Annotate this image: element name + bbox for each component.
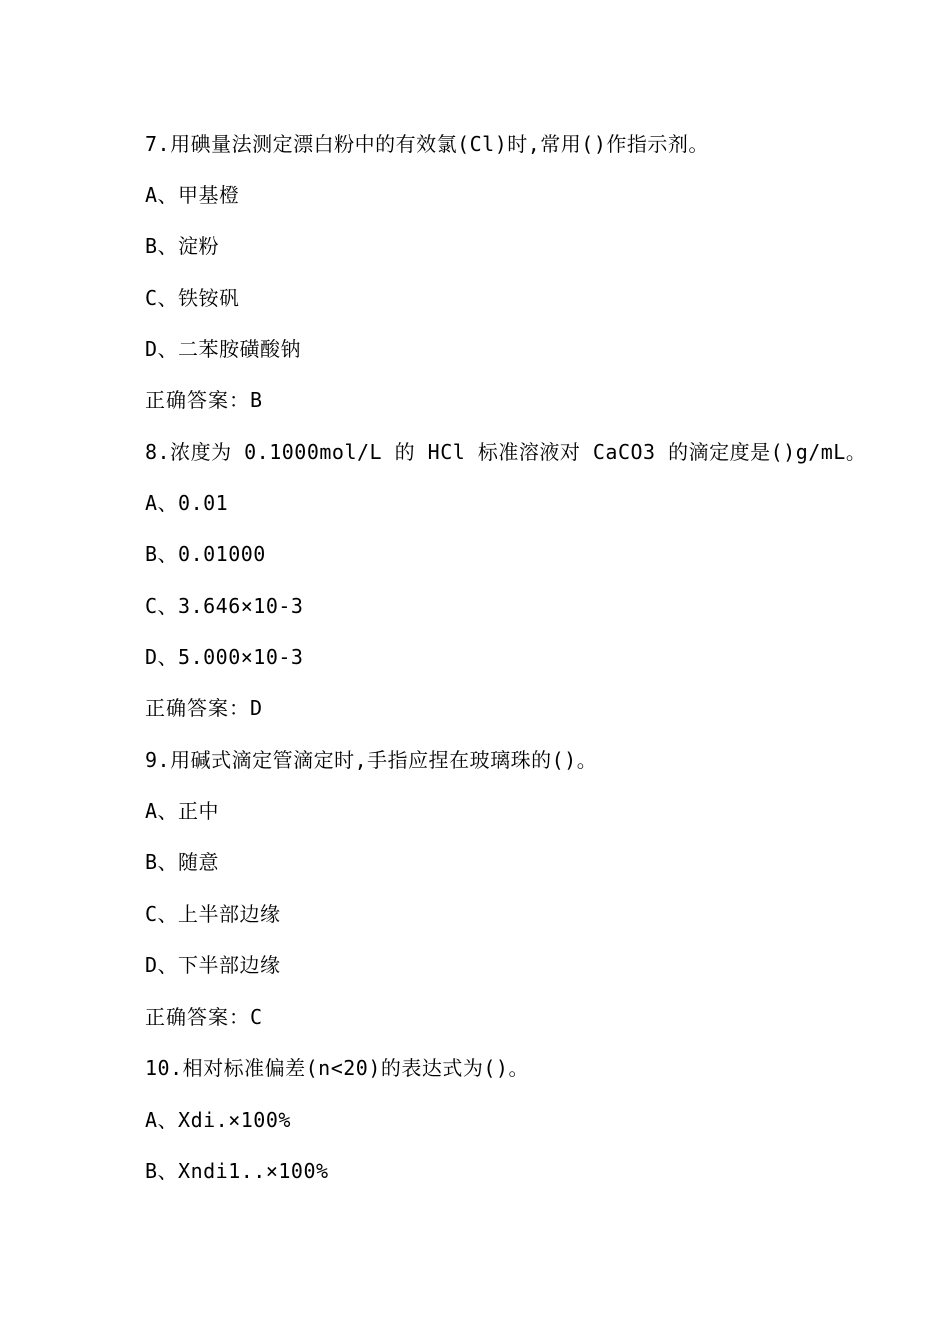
question-7-option-b: B、淀粉 bbox=[145, 234, 220, 258]
question-9-answer: 正确答案：C bbox=[145, 1005, 264, 1029]
question-9-option-d: D、下半部边缘 bbox=[145, 953, 281, 977]
question-7-option-a: A、甲基橙 bbox=[145, 183, 240, 207]
question-9-option-a: A、正中 bbox=[145, 799, 220, 823]
question-10-stem: 10.相对标准偏差(n<20)的表达式为()。 bbox=[145, 1056, 529, 1080]
question-8-option-b: B、0.01000 bbox=[145, 542, 266, 566]
question-7-option-c: C、铁铵矾 bbox=[145, 286, 240, 310]
question-7-stem: 7.用碘量法测定漂白粉中的有效氯(Cl)时,常用()作指示剂。 bbox=[145, 132, 709, 156]
question-9-option-b: B、随意 bbox=[145, 850, 220, 874]
question-10-option-a: A、Xdi.×100% bbox=[145, 1108, 291, 1132]
question-8-answer: 正确答案：D bbox=[145, 696, 264, 720]
question-10-option-b: B、Xndi1..×100% bbox=[145, 1159, 329, 1183]
question-8-option-d: D、5.000×10-3 bbox=[145, 645, 304, 669]
question-7-option-d: D、二苯胺磺酸钠 bbox=[145, 337, 302, 361]
question-8-option-a: A、0.01 bbox=[145, 491, 229, 515]
question-8-option-c: C、3.646×10-3 bbox=[145, 594, 304, 618]
question-9-stem: 9.用碱式滴定管滴定时,手指应捏在玻璃珠的()。 bbox=[145, 748, 598, 772]
question-7-answer: 正确答案：B bbox=[145, 388, 264, 412]
question-8-stem: 8.浓度为 0.1000mol/L 的 HCl 标准溶液对 CaCO3 的滴定度是()g/mL。 bbox=[145, 440, 867, 464]
question-9-option-c: C、上半部边缘 bbox=[145, 902, 281, 926]
